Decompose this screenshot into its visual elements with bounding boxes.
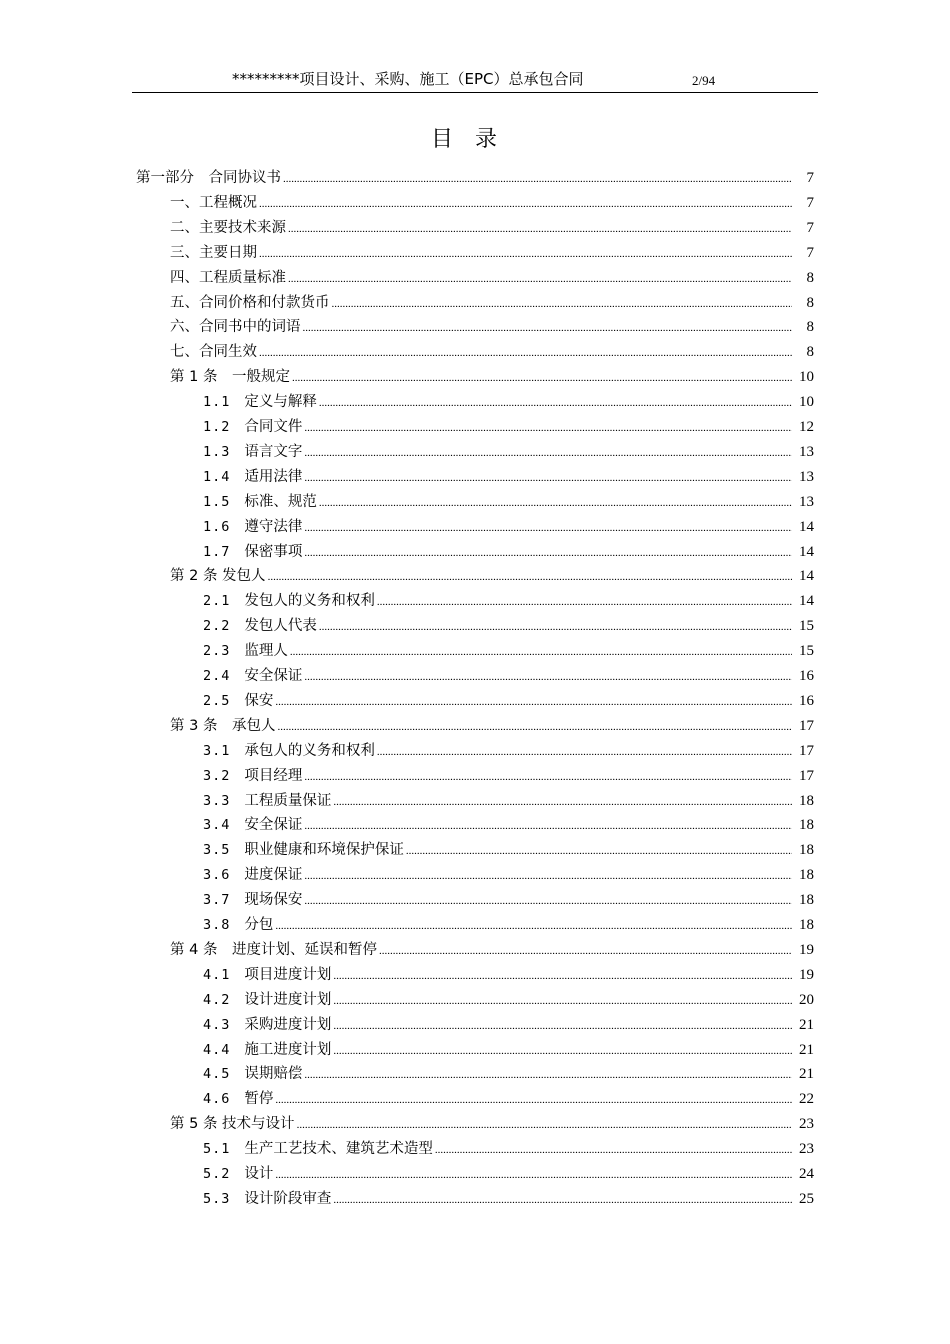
toc-leader-dots <box>304 1069 792 1081</box>
toc-leader-dots <box>332 298 793 310</box>
toc-entry[interactable] <box>203 390 814 414</box>
toc-leader-dots <box>304 870 792 882</box>
toc-entry-page: 17 <box>799 742 814 759</box>
toc-entry-page: 18 <box>799 842 814 859</box>
toc-leader-dots <box>304 472 792 484</box>
toc-leader-dots <box>275 1169 792 1181</box>
toc-entry-label: 第 1 条 一般规定 <box>170 369 290 386</box>
toc-entry[interactable] <box>203 813 814 837</box>
toc-leader-dots <box>333 1020 792 1032</box>
toc-entry-page: 19 <box>799 966 814 983</box>
toc-entry[interactable] <box>203 515 814 539</box>
toc-entry-label: 定义与解释 <box>244 394 317 411</box>
toc-entry-page: 7 <box>806 219 814 236</box>
toc-entry-label: 项目经理 <box>244 767 303 784</box>
toc-leader-dots <box>319 497 792 509</box>
toc-leader-dots <box>304 522 792 534</box>
toc-entry-label: 七、合同生效 <box>170 344 257 361</box>
toc-entry-label: 设计进度计划 <box>244 991 332 1008</box>
toc-entry-page: 10 <box>799 394 814 411</box>
toc-entry-number: 3.8 <box>203 917 231 933</box>
toc-entry-label: 四、工程质量标准 <box>170 269 286 286</box>
toc-entry-label: 承包人的义务和权利 <box>244 742 375 759</box>
toc-entry[interactable] <box>203 838 814 862</box>
toc-entry[interactable] <box>203 789 814 813</box>
toc-entry-page: 18 <box>799 817 814 834</box>
toc-entry-page: 8 <box>806 344 814 361</box>
toc-entry-number: 5.2 <box>203 1166 231 1182</box>
toc-entry-label: 暂停 <box>244 1091 274 1108</box>
toc-entry-page: 8 <box>806 294 814 311</box>
toc-leader-dots <box>333 995 792 1007</box>
toc-entry-label: 六、合同书中的词语 <box>170 319 301 336</box>
toc-entry-page: 10 <box>799 369 814 386</box>
toc-entry-label: 分包 <box>244 917 274 933</box>
toc-entry[interactable] <box>203 888 814 912</box>
toc-entry-number: 2.3 <box>203 643 231 660</box>
toc-entry-label: 项目进度计划 <box>244 966 332 983</box>
toc-entry-page: 15 <box>799 643 814 660</box>
toc-entry[interactable] <box>203 415 814 439</box>
toc-entry-label: 第 2 条 发包人 <box>170 568 266 585</box>
toc-entry[interactable] <box>203 689 814 713</box>
toc-leader-dots <box>377 596 792 608</box>
toc-entry-page: 21 <box>799 1066 814 1083</box>
toc-entry[interactable] <box>203 1162 814 1186</box>
toc-entry-label: 现场保安 <box>244 892 303 909</box>
toc-entry[interactable] <box>170 340 814 364</box>
toc-leader-dots <box>304 820 792 832</box>
toc-entry[interactable] <box>203 1062 814 1086</box>
header-page-number: 2/94 <box>692 73 716 88</box>
toc-entry-label: 监理人 <box>244 643 288 660</box>
toc-entry-page: 15 <box>799 618 814 635</box>
toc-entry-number: 3.3 <box>203 792 231 809</box>
toc-entry[interactable] <box>203 739 814 763</box>
toc-entry-number: 2.5 <box>203 692 231 709</box>
toc-leader-dots <box>435 1144 792 1156</box>
toc-entry-page: 18 <box>799 792 814 809</box>
toc-entry[interactable] <box>203 1013 814 1037</box>
toc-entry[interactable] <box>203 963 814 987</box>
toc-entry-page: 7 <box>806 194 814 211</box>
toc-leader-dots <box>333 970 792 982</box>
toc-leader-dots <box>259 248 792 260</box>
toc-leader-dots <box>333 1194 792 1206</box>
toc-entry[interactable] <box>170 291 814 315</box>
toc-entry-label: 一、工程概况 <box>170 194 257 211</box>
toc-entry-number: 5.3 <box>203 1190 231 1207</box>
toc-entry[interactable] <box>203 1038 814 1062</box>
toc-entry-label: 第 4 条 进度计划、延误和暂停 <box>170 941 377 958</box>
toc-entry[interactable] <box>203 639 814 663</box>
toc-entry-page: 7 <box>806 170 814 186</box>
toc-entry[interactable] <box>203 465 814 489</box>
toc-entry[interactable] <box>203 913 814 937</box>
toc-leader-dots <box>319 397 792 409</box>
toc-entry-number: 1.1 <box>203 394 231 411</box>
toc-leader-dots <box>304 422 792 434</box>
toc-entry-label: 发包人的义务和权利 <box>244 593 375 610</box>
toc-entry-number: 4.6 <box>203 1091 231 1108</box>
toc-leader-dots <box>304 447 792 459</box>
toc-entry-page: 18 <box>799 867 814 884</box>
header-title: *********项目设计、采购、施工（EPC）总承包合同 <box>232 70 584 88</box>
toc-entry-label: 安全保证 <box>244 817 303 834</box>
toc-leader-dots <box>379 945 792 957</box>
toc-leader-dots <box>275 696 792 708</box>
toc-entry-number: 1.2 <box>203 419 231 435</box>
toc-entry-page: 14 <box>799 543 814 560</box>
toc-entry-number: 4.3 <box>203 1016 231 1033</box>
toc-entry-number: 4.4 <box>203 1041 231 1058</box>
toc-entry-label: 第 5 条 技术与设计 <box>170 1116 295 1133</box>
toc-entry-number: 2.2 <box>203 618 231 635</box>
toc-entry-number: 3.7 <box>203 892 231 909</box>
toc-entry-page: 17 <box>799 767 814 784</box>
toc-entry-page: 22 <box>799 1091 814 1108</box>
toc-entry-number: 1.5 <box>203 493 231 510</box>
toc-leader-dots <box>303 322 793 334</box>
toc-title: 目录 <box>430 127 519 152</box>
toc-leader-dots <box>290 646 792 658</box>
toc-leader-dots <box>333 1045 792 1057</box>
toc-leader-dots <box>275 920 792 932</box>
toc-entry-label: 三、主要日期 <box>170 244 257 261</box>
toc-entry-page: 14 <box>799 518 814 535</box>
toc-entry[interactable] <box>170 564 814 588</box>
toc-entry-page: 14 <box>799 593 814 610</box>
toc-entry-label: 施工进度计划 <box>244 1041 332 1058</box>
toc-entry[interactable] <box>203 988 814 1012</box>
toc-entry-page: 21 <box>799 1016 814 1033</box>
toc-entry-label: 发包人代表 <box>244 618 317 635</box>
toc-entry-label: 设计 <box>244 1166 274 1182</box>
toc-entry-page: 25 <box>799 1190 814 1207</box>
toc-entry-label: 遵守法律 <box>244 518 303 535</box>
toc-entry[interactable] <box>170 266 814 290</box>
toc-entry-page: 16 <box>799 692 814 709</box>
toc-entry[interactable] <box>136 166 814 190</box>
toc-entry-label: 适用法律 <box>244 468 303 485</box>
toc-entry-page: 8 <box>806 319 814 336</box>
toc-entry-number: 4.1 <box>203 966 231 983</box>
toc-entry-number: 3.1 <box>203 742 231 759</box>
toc-entry-label: 第一部分 合同协议书 <box>136 170 281 186</box>
toc-entry[interactable] <box>203 764 814 788</box>
toc-entry-label: 二、主要技术来源 <box>170 219 286 236</box>
toc-leader-dots <box>377 746 792 758</box>
toc-entry-number: 1.6 <box>203 518 231 535</box>
toc-leader-dots <box>304 547 792 559</box>
toc-entry[interactable] <box>170 714 814 738</box>
toc-entry-label: 生产工艺技术、建筑艺术造型 <box>244 1141 433 1158</box>
toc-leader-dots <box>288 223 792 235</box>
toc-entry-label: 职业健康和环境保护保证 <box>244 842 404 859</box>
toc-leader-dots <box>259 198 792 210</box>
toc-leader-dots <box>292 372 792 384</box>
toc-entry-page: 19 <box>799 941 814 958</box>
toc-leader-dots <box>304 895 792 907</box>
toc-entry-label: 语言文字 <box>244 443 303 460</box>
toc-entry-page: 20 <box>799 991 814 1008</box>
toc-entry-label: 安全保证 <box>244 668 303 684</box>
toc-entry-number: 3.4 <box>203 817 231 834</box>
toc-leader-dots <box>259 347 792 359</box>
toc-entry-number: 4.5 <box>203 1066 231 1083</box>
toc-entry-label: 标准、规范 <box>244 493 317 510</box>
toc-entry-page: 23 <box>799 1141 814 1158</box>
toc-leader-dots <box>304 671 792 683</box>
toc-entry-number: 4.2 <box>203 991 231 1008</box>
toc-entry[interactable] <box>203 540 814 564</box>
toc-entry-label: 合同文件 <box>244 419 303 435</box>
toc-entry-label: 进度保证 <box>244 867 303 884</box>
toc-entry[interactable] <box>170 365 814 389</box>
toc-entry-page: 18 <box>799 917 814 933</box>
toc-entry-label: 保密事项 <box>244 543 303 560</box>
toc-entry[interactable] <box>203 614 814 638</box>
toc-entry-number: 2.4 <box>203 668 231 684</box>
toc-leader-dots <box>333 796 792 808</box>
toc-entry-number: 3.6 <box>203 867 231 884</box>
toc-leader-dots <box>288 273 792 285</box>
toc-entry-page: 14 <box>799 568 814 585</box>
toc-entry-label: 工程质量保证 <box>244 792 332 809</box>
toc-entry-page: 21 <box>799 1041 814 1058</box>
toc-entry-number: 3.5 <box>203 842 231 859</box>
toc-entry-number: 1.4 <box>203 468 231 485</box>
toc-entry-page: 13 <box>799 493 814 510</box>
toc-entry[interactable] <box>203 1137 814 1161</box>
toc-entry[interactable] <box>170 191 814 215</box>
toc-entry-number: 3.2 <box>203 767 231 784</box>
toc-entry[interactable] <box>203 440 814 464</box>
toc-leader-dots <box>297 1119 792 1131</box>
toc-entry[interactable] <box>203 1187 814 1211</box>
toc-entry-page: 23 <box>799 1116 814 1133</box>
toc-entry-number: 2.1 <box>203 593 231 610</box>
toc-leader-dots <box>275 1094 792 1106</box>
toc-entry-page: 13 <box>799 443 814 460</box>
toc-leader-dots <box>319 621 792 633</box>
toc-entry[interactable] <box>170 938 814 962</box>
toc-entry[interactable] <box>203 664 814 688</box>
toc-entry-page: 17 <box>799 717 814 734</box>
toc-entry[interactable] <box>170 315 814 339</box>
toc-entry-number: 5.1 <box>203 1141 231 1158</box>
toc-entry-page: 18 <box>799 892 814 909</box>
toc-leader-dots <box>406 845 792 857</box>
toc-entry-label: 五、合同价格和付款货币 <box>170 294 330 311</box>
toc-entry[interactable] <box>170 216 814 240</box>
toc-entry[interactable] <box>203 1087 814 1111</box>
toc-entry-page: 16 <box>799 668 814 684</box>
toc-leader-dots <box>268 571 792 583</box>
toc-entry-number: 1.7 <box>203 543 231 560</box>
toc-entry[interactable] <box>203 863 814 887</box>
toc-entry-label: 采购进度计划 <box>244 1016 332 1033</box>
toc-entry[interactable] <box>203 589 814 613</box>
toc-entry-page: 13 <box>799 468 814 485</box>
toc-entry[interactable] <box>170 241 814 265</box>
toc-leader-dots <box>283 173 792 185</box>
toc-entry-page: 12 <box>799 419 814 435</box>
toc-entry-label: 保安 <box>244 692 274 709</box>
toc-entry-label: 第 3 条 承包人 <box>170 717 276 734</box>
toc-entry[interactable] <box>170 1112 814 1136</box>
toc-leader-dots <box>277 721 792 733</box>
toc-entry-label: 设计阶段审查 <box>244 1190 332 1207</box>
toc-entry[interactable] <box>203 490 814 514</box>
toc-leader-dots <box>304 771 792 783</box>
toc-entry-page: 24 <box>799 1166 814 1182</box>
toc-entry-label: 误期赔偿 <box>244 1066 303 1083</box>
toc-entry-page: 7 <box>806 244 814 261</box>
toc-entry-number: 1.3 <box>203 443 231 460</box>
toc-entry-page: 8 <box>806 269 814 286</box>
page-header <box>132 66 818 93</box>
